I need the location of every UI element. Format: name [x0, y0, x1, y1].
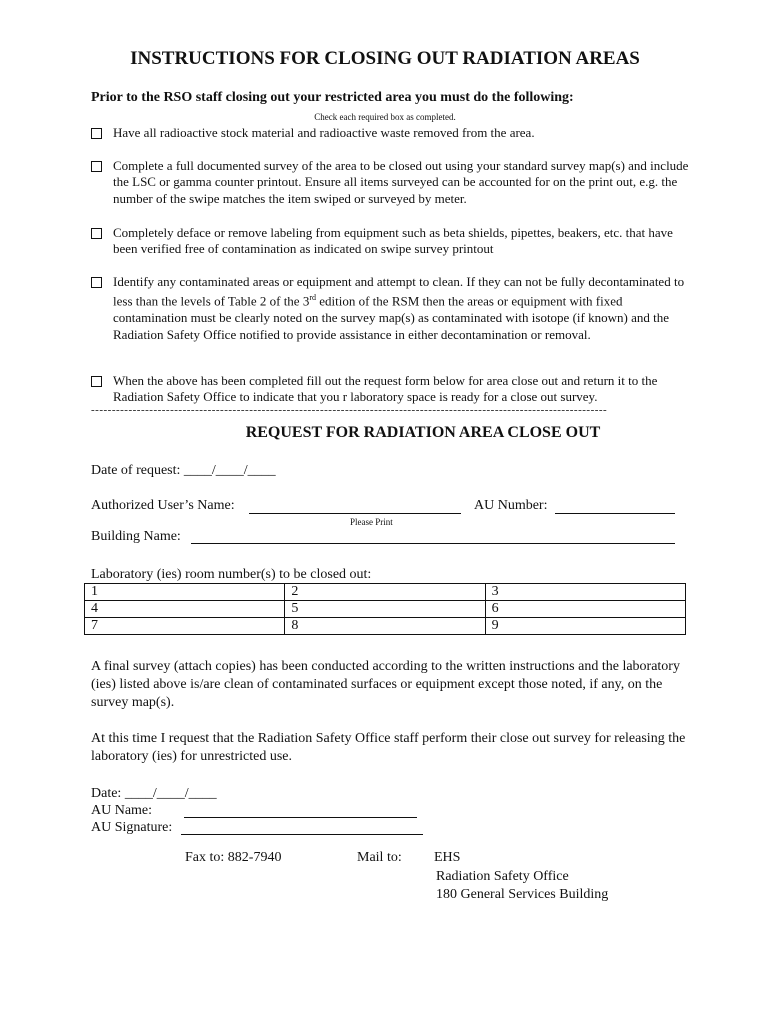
- au-signature-label: AU Signature:: [91, 820, 173, 835]
- checklist-item-text: When the above has been completed fill out the request form below for area close out and return it to the Radiation Safety Office to indicate that you r laboratory space is ready for a close out survey.: [113, 373, 658, 405]
- checkbox[interactable]: [91, 128, 102, 139]
- checklist-item-2: [91, 158, 691, 207]
- room-cell[interactable]: 9: [485, 618, 685, 635]
- checkbox[interactable]: [91, 228, 102, 239]
- room-cell[interactable]: 7: [85, 618, 285, 635]
- checkbox[interactable]: [91, 376, 102, 387]
- rooms-label: Laboratory (ies) room number(s) to be closed out:: [91, 567, 372, 582]
- au-name-label: Authorized User’s Name:: [91, 498, 235, 513]
- room-cell[interactable]: 4: [85, 601, 285, 618]
- au-number-label: AU Number:: [474, 498, 548, 513]
- checkbox[interactable]: [91, 277, 102, 288]
- room-cell[interactable]: 2: [285, 584, 485, 601]
- table-row: [85, 601, 686, 618]
- form-title: REQUEST FOR RADIATION AREA CLOSE OUT: [245, 424, 601, 441]
- address-line-2: Radiation Safety Office: [436, 869, 569, 884]
- checklist-item-text: Identify any contaminated areas or equipment and attempt to clean. If they can not be fully decontaminated to less than the levels of Table 2 of the 3rd edition of the RSM then the areas or equipment with fixed contamination must be clearly noted on the survey map(s) as contaminated with isotope (if known) and the Radiation Safety Office notified to provide assistance in either decontamination or removal.: [113, 274, 685, 342]
- checklist-item-4: [91, 274, 691, 343]
- checklist-item-text: Completely deface or remove labeling from equipment such as beta shields, pipettes, beakers, etc. that have been verified free of contamination as indicated on swipe survey printout: [113, 225, 673, 257]
- checkbox[interactable]: [91, 161, 102, 172]
- room-cell[interactable]: 5: [285, 601, 485, 618]
- au-name2-label: AU Name:: [91, 803, 153, 818]
- instructions-intro: Prior to the RSO staff closing out your restricted area you must do the following:: [91, 90, 574, 105]
- au-signature-input[interactable]: [181, 834, 423, 835]
- page-title: INSTRUCTIONS FOR CLOSING OUT RADIATION AREAS: [130, 48, 640, 69]
- mail-label: Mail to:: [357, 850, 402, 865]
- request-date-field[interactable]: Date of request: ____/____/____: [91, 463, 276, 478]
- checklist-item-text: Have all radioactive stock material and radioactive waste removed from the area.: [113, 125, 535, 140]
- building-name-input[interactable]: [191, 543, 675, 544]
- room-cell[interactable]: 8: [285, 618, 485, 635]
- rooms-table: [84, 583, 686, 635]
- table-row: [85, 584, 686, 601]
- room-cell[interactable]: 6: [485, 601, 685, 618]
- check-note: Check each required box as completed.: [314, 112, 456, 122]
- fax-number: Fax to: 882-7940: [185, 850, 282, 865]
- divider: ----------------------------------------------------------------------------------------------------------------------------: [91, 404, 608, 416]
- checklist-item-5: [91, 373, 691, 406]
- address-line-3: 180 General Services Building: [436, 887, 609, 902]
- checklist-item-1: [91, 125, 691, 141]
- room-cell[interactable]: 1: [85, 584, 285, 601]
- checklist-item-3: [91, 225, 691, 258]
- au-name2-input[interactable]: [184, 817, 417, 818]
- request-statement: At this time I request that the Radiation Safety Office staff perform their close out survey for releasing the laboratory (ies) for unrestricted use.: [91, 731, 686, 764]
- checklist-item-text: Complete a full documented survey of the area to be closed out using your standard survey map(s) and include the LSC or gamma counter printout. Ensure all items surveyed can be accounted for on the print out, e.g. the number of the swipe matches the item swiped or surveyed by meter.: [113, 158, 689, 206]
- address-line-1: EHS: [434, 850, 461, 865]
- au-name-input[interactable]: [249, 513, 461, 514]
- final-survey-statement: A final survey (attach copies) has been conducted according to the written instructions and the laboratory (ies) listed above is/are clean of contaminated surfaces or equipment except those noted, if any, on the survey map(s).: [91, 659, 680, 710]
- au-number-input[interactable]: [555, 513, 675, 514]
- date-field[interactable]: Date: ____/____/____: [91, 786, 217, 801]
- please-print-note: Please Print: [350, 517, 393, 527]
- room-cell[interactable]: 3: [485, 584, 685, 601]
- building-name-label: Building Name:: [91, 529, 181, 544]
- table-row: [85, 618, 686, 635]
